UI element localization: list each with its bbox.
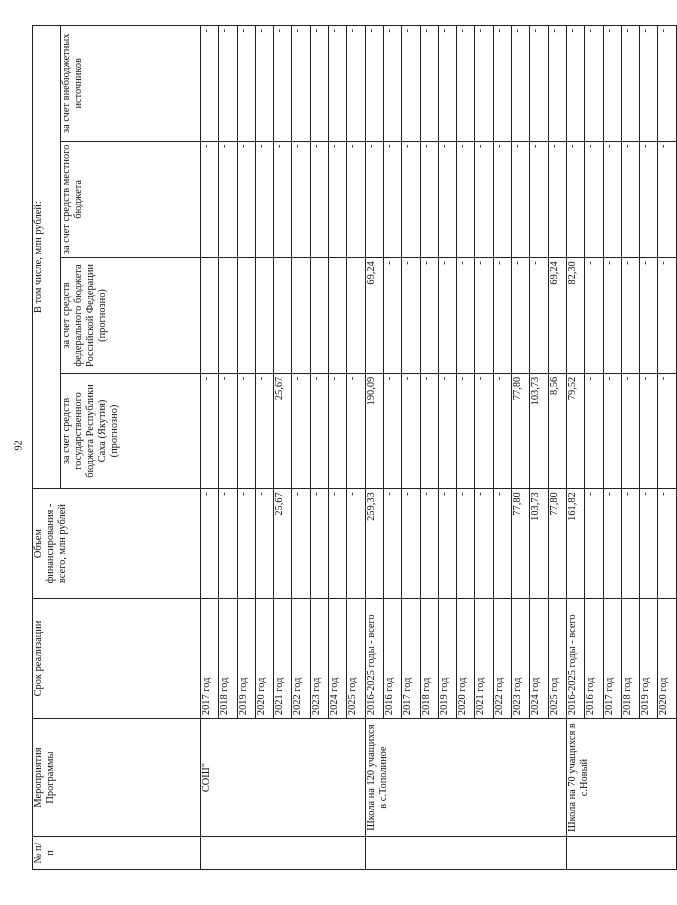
extra-budget-cell: - bbox=[548, 26, 566, 142]
fed-budget-cell: - bbox=[621, 258, 639, 374]
rs-budget-cell: - bbox=[621, 373, 639, 489]
fed-budget-cell bbox=[201, 258, 219, 374]
local-budget-cell: - bbox=[621, 141, 639, 258]
table-row bbox=[365, 26, 383, 870]
fed-budget-cell: - bbox=[585, 258, 603, 374]
local-budget-cell: - bbox=[274, 141, 292, 258]
fed-budget-cell bbox=[255, 258, 273, 374]
total-cell: - bbox=[219, 489, 237, 599]
period-cell: 2021 год bbox=[475, 598, 493, 718]
extra-budget-cell: - bbox=[383, 26, 401, 142]
rs-budget-cell: - bbox=[310, 373, 328, 489]
rs-budget-cell: - bbox=[255, 373, 273, 489]
total-cell: - bbox=[475, 489, 493, 599]
table-body bbox=[201, 26, 677, 870]
total-cell: 77,80 bbox=[548, 489, 566, 599]
project-name-cell: Школа на 70 учащихся в с.Новый bbox=[566, 719, 676, 837]
period-cell: 2024 год bbox=[530, 598, 548, 718]
extra-budget-cell: - bbox=[402, 26, 420, 142]
rs-budget-cell: 77,80 bbox=[512, 373, 530, 489]
local-budget-cell: - bbox=[292, 141, 310, 258]
fed-budget-cell: - bbox=[658, 258, 676, 374]
extra-budget-cell: - bbox=[329, 26, 347, 142]
header-extra-budget: за счет внебюджетных источников bbox=[61, 26, 201, 142]
rs-budget-cell: 190,09 bbox=[365, 373, 383, 489]
extra-budget-cell: - bbox=[420, 26, 438, 142]
total-cell: - bbox=[658, 489, 676, 599]
fed-budget-cell bbox=[292, 258, 310, 374]
total-cell: - bbox=[237, 489, 255, 599]
rs-budget-cell: - bbox=[219, 373, 237, 489]
total-cell: 77,80 bbox=[512, 489, 530, 599]
local-budget-cell: - bbox=[475, 141, 493, 258]
period-cell: 2025 год bbox=[548, 598, 566, 718]
rs-budget-cell: 8,56 bbox=[548, 373, 566, 489]
header-total: Объем финансирования - всего, млн рублей bbox=[33, 489, 201, 599]
period-cell: 2023 год bbox=[310, 598, 328, 718]
period-cell: 2018 год bbox=[420, 598, 438, 718]
total-cell: 25,67 bbox=[274, 489, 292, 599]
period-cell: 2020 год bbox=[658, 598, 676, 718]
local-budget-cell: - bbox=[658, 141, 676, 258]
fed-budget-cell: - bbox=[402, 258, 420, 374]
rs-budget-cell: - bbox=[640, 373, 658, 489]
period-cell: 2016 год bbox=[383, 598, 401, 718]
local-budget-cell: - bbox=[566, 141, 584, 258]
extra-budget-cell: - bbox=[255, 26, 273, 142]
total-cell: - bbox=[603, 489, 621, 599]
local-budget-cell: - bbox=[329, 141, 347, 258]
total-cell: - bbox=[621, 489, 639, 599]
table-row bbox=[201, 26, 219, 870]
rotated-table-stage bbox=[32, 25, 670, 870]
rs-budget-cell: - bbox=[420, 373, 438, 489]
total-cell: - bbox=[347, 489, 365, 599]
header-period: Срок реализации bbox=[33, 598, 201, 718]
period-cell: 2019 год bbox=[237, 598, 255, 718]
fed-budget-cell bbox=[310, 258, 328, 374]
table-row bbox=[566, 26, 584, 870]
local-budget-cell: - bbox=[347, 141, 365, 258]
total-cell: - bbox=[420, 489, 438, 599]
fed-budget-cell bbox=[219, 258, 237, 374]
total-cell: 103,73 bbox=[530, 489, 548, 599]
rs-budget-cell: - bbox=[457, 373, 475, 489]
period-cell: 2016-2025 годы - всего bbox=[365, 598, 383, 718]
fed-budget-cell: - bbox=[603, 258, 621, 374]
period-cell: 2022 год bbox=[292, 598, 310, 718]
project-name-cell: СОШ" bbox=[201, 719, 366, 837]
extra-budget-cell: - bbox=[310, 26, 328, 142]
fed-budget-cell bbox=[329, 258, 347, 374]
rs-budget-cell: - bbox=[201, 373, 219, 489]
extra-budget-cell: - bbox=[512, 26, 530, 142]
fed-budget-cell: 82,30 bbox=[566, 258, 584, 374]
rs-budget-cell: - bbox=[292, 373, 310, 489]
header-rs-budget: за счет средств государственного бюджета Республики Саха (Якутия) (прогнозно) bbox=[61, 373, 201, 489]
extra-budget-cell: - bbox=[603, 26, 621, 142]
local-budget-cell: - bbox=[420, 141, 438, 258]
row-number-cell bbox=[566, 837, 676, 870]
period-cell: 2022 год bbox=[493, 598, 511, 718]
total-cell: - bbox=[585, 489, 603, 599]
header-including: В том числе, млн рублей: bbox=[33, 26, 61, 489]
total-cell: - bbox=[402, 489, 420, 599]
rs-budget-cell: - bbox=[658, 373, 676, 489]
fed-budget-cell: 69,24 bbox=[365, 258, 383, 374]
local-budget-cell: - bbox=[585, 141, 603, 258]
period-cell: 2023 год bbox=[512, 598, 530, 718]
rs-budget-cell: - bbox=[383, 373, 401, 489]
fed-budget-cell: - bbox=[420, 258, 438, 374]
rs-budget-cell: - bbox=[347, 373, 365, 489]
rs-budget-cell: - bbox=[603, 373, 621, 489]
extra-budget-cell: - bbox=[292, 26, 310, 142]
fed-budget-cell: - bbox=[530, 258, 548, 374]
local-budget-cell: - bbox=[383, 141, 401, 258]
total-cell: - bbox=[292, 489, 310, 599]
extra-budget-cell: - bbox=[493, 26, 511, 142]
total-cell: 259,33 bbox=[365, 489, 383, 599]
total-cell: - bbox=[329, 489, 347, 599]
extra-budget-cell: - bbox=[585, 26, 603, 142]
rs-budget-cell: - bbox=[493, 373, 511, 489]
rs-budget-cell: - bbox=[329, 373, 347, 489]
header-num: № п/п bbox=[33, 837, 201, 870]
extra-budget-cell: - bbox=[347, 26, 365, 142]
period-cell: 2018 год bbox=[219, 598, 237, 718]
local-budget-cell: - bbox=[493, 141, 511, 258]
project-name-cell: Школа на 120 учащихся в с.Тополиное bbox=[365, 719, 566, 837]
fed-budget-cell bbox=[237, 258, 255, 374]
period-cell: 2019 год bbox=[438, 598, 456, 718]
row-number-cell bbox=[365, 837, 566, 870]
fed-budget-cell bbox=[347, 258, 365, 374]
local-budget-cell: - bbox=[512, 141, 530, 258]
rs-budget-cell: 79,52 bbox=[566, 373, 584, 489]
extra-budget-cell: - bbox=[219, 26, 237, 142]
local-budget-cell: - bbox=[548, 141, 566, 258]
period-cell: 2019 год bbox=[640, 598, 658, 718]
extra-budget-cell: - bbox=[658, 26, 676, 142]
period-cell: 2020 год bbox=[457, 598, 475, 718]
extra-budget-cell: - bbox=[640, 26, 658, 142]
total-cell: - bbox=[457, 489, 475, 599]
local-budget-cell: - bbox=[603, 141, 621, 258]
fed-budget-cell: - bbox=[383, 258, 401, 374]
period-cell: 2017 год bbox=[402, 598, 420, 718]
fed-budget-cell: 69,24 bbox=[548, 258, 566, 374]
period-cell: 2016 год bbox=[585, 598, 603, 718]
total-cell: - bbox=[255, 489, 273, 599]
local-budget-cell: - bbox=[310, 141, 328, 258]
total-cell: - bbox=[201, 489, 219, 599]
rs-budget-cell: - bbox=[237, 373, 255, 489]
fed-budget-cell: - bbox=[640, 258, 658, 374]
local-budget-cell: - bbox=[457, 141, 475, 258]
total-cell: - bbox=[310, 489, 328, 599]
period-cell: 2016-2025 годы - всего bbox=[566, 598, 584, 718]
extra-budget-cell: - bbox=[438, 26, 456, 142]
fed-budget-cell bbox=[274, 258, 292, 374]
rs-budget-cell: - bbox=[402, 373, 420, 489]
total-cell: - bbox=[493, 489, 511, 599]
period-cell: 2017 год bbox=[603, 598, 621, 718]
period-cell: 2024 год bbox=[329, 598, 347, 718]
extra-budget-cell: - bbox=[274, 26, 292, 142]
local-budget-cell: - bbox=[219, 141, 237, 258]
extra-budget-cell: - bbox=[566, 26, 584, 142]
header-row-top bbox=[33, 26, 61, 870]
header-event: Мероприятия Программы bbox=[33, 719, 201, 837]
header-local-budget: за счет средств местного бюджета bbox=[61, 141, 201, 258]
period-cell: 2020 год bbox=[255, 598, 273, 718]
rs-budget-cell: - bbox=[585, 373, 603, 489]
period-cell: 2021 год bbox=[274, 598, 292, 718]
extra-budget-cell: - bbox=[201, 26, 219, 142]
local-budget-cell: - bbox=[201, 141, 219, 258]
rs-budget-cell: 103,73 bbox=[530, 373, 548, 489]
fed-budget-cell: - bbox=[493, 258, 511, 374]
extra-budget-cell: - bbox=[621, 26, 639, 142]
local-budget-cell: - bbox=[255, 141, 273, 258]
local-budget-cell: - bbox=[237, 141, 255, 258]
fed-budget-cell: - bbox=[457, 258, 475, 374]
budget-table bbox=[32, 25, 677, 870]
extra-budget-cell: - bbox=[457, 26, 475, 142]
total-cell: - bbox=[383, 489, 401, 599]
extra-budget-cell: - bbox=[530, 26, 548, 142]
period-cell: 2017 год bbox=[201, 598, 219, 718]
rs-budget-cell: 25,67 bbox=[274, 373, 292, 489]
total-cell: - bbox=[438, 489, 456, 599]
fed-budget-cell: - bbox=[438, 258, 456, 374]
local-budget-cell: - bbox=[365, 141, 383, 258]
extra-budget-cell: - bbox=[365, 26, 383, 142]
period-cell: 2018 год bbox=[621, 598, 639, 718]
page-number: 92 bbox=[13, 440, 25, 451]
extra-budget-cell: - bbox=[475, 26, 493, 142]
local-budget-cell: - bbox=[640, 141, 658, 258]
local-budget-cell: - bbox=[402, 141, 420, 258]
rs-budget-cell: - bbox=[475, 373, 493, 489]
rs-budget-cell: - bbox=[438, 373, 456, 489]
header-fed-budget: за счет средств федерального бюджета Российской Федерации (прогнозно) bbox=[61, 258, 201, 374]
fed-budget-cell: - bbox=[475, 258, 493, 374]
extra-budget-cell: - bbox=[237, 26, 255, 142]
local-budget-cell: - bbox=[530, 141, 548, 258]
local-budget-cell: - bbox=[438, 141, 456, 258]
total-cell: - bbox=[640, 489, 658, 599]
total-cell: 161,82 bbox=[566, 489, 584, 599]
row-number-cell bbox=[201, 837, 366, 870]
fed-budget-cell: - bbox=[512, 258, 530, 374]
period-cell: 2025 год bbox=[347, 598, 365, 718]
